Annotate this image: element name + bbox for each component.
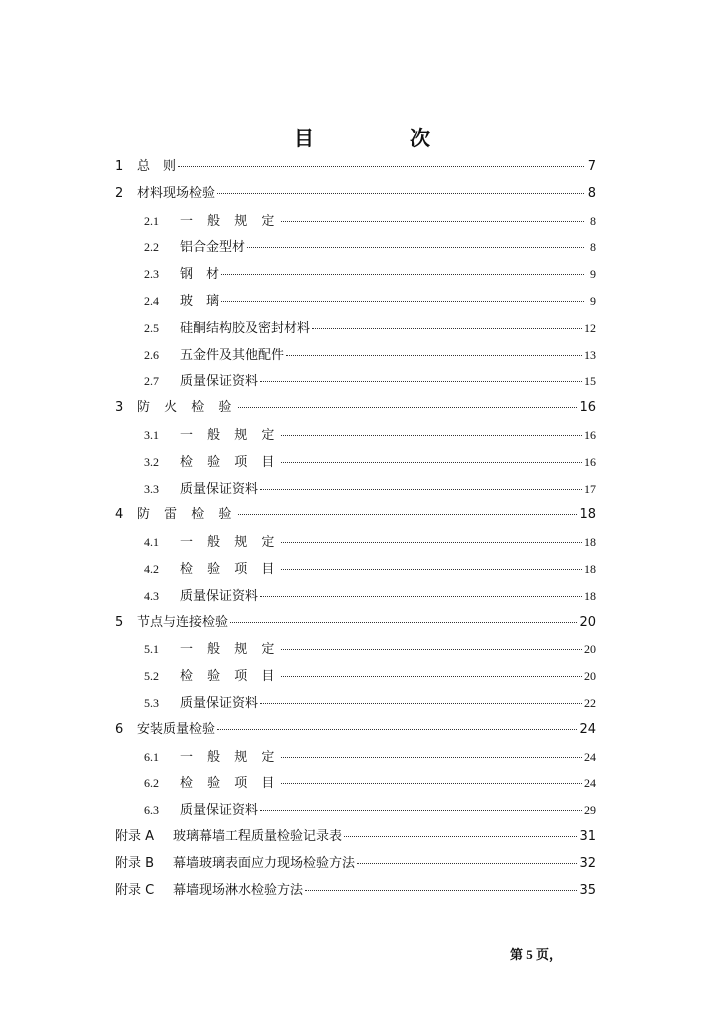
- toc-entry-title: 幕墙玻璃表面应力现场检验方法: [173, 855, 356, 871]
- toc-entry-number: 2: [115, 185, 124, 201]
- toc-entry[interactable]: [144, 559, 596, 579]
- toc-entry[interactable]: [144, 747, 596, 767]
- toc-dot-leader: [260, 381, 582, 382]
- toc-entry-page: 17: [584, 481, 596, 496]
- toc-entry-number: 3.1: [144, 428, 159, 442]
- toc-entry-page: 20: [584, 642, 596, 657]
- toc-entry-number: 4.1: [144, 535, 159, 550]
- toc-entry[interactable]: [115, 157, 596, 177]
- toc-entry-title: 一 般 规 定: [180, 642, 280, 658]
- toc-dot-leader: [238, 407, 577, 408]
- toc-dot-leader: [221, 301, 584, 302]
- toc-entry-title: 防 雷 检 验: [137, 507, 237, 523]
- toc-dot-leader: [260, 703, 582, 704]
- toc-dot-leader: [281, 569, 582, 570]
- toc-entry-number: 3: [115, 400, 124, 416]
- toc-entry-title: 质量保证资料: [180, 696, 259, 711]
- toc-entry[interactable]: [144, 639, 596, 659]
- toc-dot-leader: [281, 462, 582, 463]
- toc-entry-page: 18: [584, 562, 596, 576]
- toc-dot-leader: [281, 757, 582, 758]
- toc-entry-number: 6: [115, 721, 124, 737]
- toc-entry[interactable]: [144, 532, 596, 552]
- toc-entry-page: 9: [590, 294, 596, 308]
- toc-entry-page: 7: [587, 159, 596, 174]
- toc-entry-title: 质量保证资料: [180, 374, 259, 390]
- toc-dot-leader: [178, 166, 584, 167]
- toc-entry-number: 5.3: [144, 696, 159, 710]
- toc-entry[interactable]: [144, 211, 596, 231]
- toc-dot-leader: [344, 836, 577, 837]
- toc-entry[interactable]: [115, 827, 596, 847]
- toc-entry[interactable]: [115, 720, 596, 740]
- toc-entry-number: 4.3: [144, 588, 159, 603]
- toc-entry[interactable]: [115, 398, 596, 418]
- toc-entry[interactable]: [115, 184, 596, 204]
- toc-entry-title: 检 验 项 目: [180, 776, 280, 792]
- toc-entry-page: 13: [584, 347, 596, 362]
- toc-entry-page: 16: [584, 428, 596, 442]
- toc-entry[interactable]: [144, 693, 596, 713]
- toc-entry-title: 一 般 规 定: [180, 213, 280, 229]
- toc-entry[interactable]: [144, 586, 596, 606]
- toc-entry-page: 8: [587, 185, 596, 201]
- toc-entry-page: 18: [584, 535, 596, 550]
- page-title: 目 次: [294, 126, 468, 150]
- toc-entry-title: 总 则: [137, 159, 177, 174]
- toc-entry-page: 18: [579, 507, 596, 523]
- toc-entry[interactable]: [115, 881, 596, 901]
- toc-dot-leader: [281, 649, 582, 650]
- toc-entry[interactable]: [115, 613, 596, 633]
- toc-entry[interactable]: [144, 479, 596, 499]
- toc-entry[interactable]: [144, 452, 596, 472]
- toc-entry[interactable]: [144, 237, 596, 257]
- toc-entry-number: 2.1: [144, 213, 159, 228]
- toc-entry-title: 材料现场检验: [137, 185, 216, 201]
- toc-entry-number: 2.3: [144, 267, 159, 282]
- toc-entry[interactable]: [144, 318, 596, 338]
- toc-entry-page: 24: [584, 749, 596, 764]
- toc-entry[interactable]: [144, 371, 596, 391]
- toc-entry-page: 9: [590, 267, 596, 282]
- toc-dot-leader: [281, 435, 582, 436]
- toc-entry-page: 20: [579, 614, 596, 630]
- toc-entry-page: 16: [584, 454, 596, 469]
- toc-entry-title: 安装质量检验: [137, 721, 216, 737]
- toc-entry-number: 2.4: [144, 294, 159, 308]
- toc-entry-page: 24: [584, 776, 596, 791]
- toc-entry-number: 4: [115, 507, 124, 523]
- toc-entry-number: 2.2: [144, 240, 159, 255]
- toc-entry[interactable]: [144, 291, 596, 311]
- toc-entry-number: 2.5: [144, 320, 159, 335]
- toc-entry-number: 附录 C: [115, 882, 155, 898]
- toc-entry-title: 检 验 项 目: [180, 669, 280, 685]
- toc-dot-leader: [238, 514, 577, 515]
- toc-entry[interactable]: [144, 264, 596, 284]
- toc-entry-number: 6.2: [144, 776, 159, 791]
- toc-entry[interactable]: [144, 425, 596, 445]
- toc-entry-title: 幕墙现场淋水检验方法: [173, 882, 304, 898]
- toc-entry[interactable]: [144, 800, 596, 820]
- toc-entry-page: 24: [579, 721, 596, 737]
- toc-entry-number: 6.3: [144, 803, 159, 818]
- toc-entry-title: 检 验 项 目: [180, 454, 280, 470]
- toc-entry-number: 附录 B: [115, 855, 155, 871]
- toc-entry-number: 6.1: [144, 749, 159, 764]
- toc-dot-leader: [217, 729, 577, 730]
- toc-entry-title: 五金件及其他配件: [180, 347, 285, 363]
- toc-dot-leader: [312, 328, 582, 329]
- toc-entry-number: 5.2: [144, 669, 159, 684]
- toc-dot-leader: [357, 863, 577, 864]
- toc-entry-title: 铝合金型材: [180, 240, 246, 256]
- toc-entry-title: 玻璃幕墙工程质量检验记录表: [173, 829, 343, 844]
- toc-entry-page: 8: [590, 240, 596, 255]
- toc-dot-leader: [260, 596, 582, 597]
- toc-entry-number: 5: [115, 614, 124, 630]
- toc-entry-number: 5.1: [144, 642, 159, 657]
- toc-dot-leader: [305, 890, 577, 891]
- toc-entry-page: 8: [590, 213, 596, 228]
- toc-entry-number: 2.6: [144, 347, 159, 362]
- toc-entry[interactable]: [115, 854, 596, 874]
- toc-dot-leader: [217, 193, 584, 194]
- toc-dot-leader: [260, 489, 582, 490]
- toc-entry-page: 29: [584, 803, 596, 818]
- toc-entry-number: 3.3: [144, 481, 159, 496]
- toc-entry-number: 2.7: [144, 374, 159, 389]
- toc-dot-leader: [281, 676, 582, 677]
- toc-dot-leader: [221, 274, 584, 275]
- toc-entry-title: 节点与连接检验: [137, 614, 229, 630]
- toc-entry-page: 20: [584, 669, 596, 684]
- toc-entry[interactable]: [115, 505, 596, 525]
- toc-entry-page: 18: [584, 588, 596, 603]
- toc-entry-title: 防 火 检 验: [137, 400, 237, 416]
- page-number-footer: 第 5 页，: [510, 947, 563, 962]
- toc-entry-page: 35: [579, 882, 596, 898]
- toc-entry-number: 附录 A: [115, 829, 155, 844]
- toc-entry-title: 钢 材: [180, 267, 220, 283]
- toc-dot-leader: [230, 622, 577, 623]
- toc-entry-page: 12: [584, 320, 596, 335]
- toc-entry-page: 31: [579, 829, 596, 844]
- toc-entry-title: 一 般 规 定: [180, 428, 280, 443]
- toc-entry-page: 32: [579, 855, 596, 871]
- toc-entry-page: 15: [584, 374, 596, 389]
- toc-entry-title: 质量保证资料: [180, 803, 259, 819]
- toc-dot-leader: [281, 221, 584, 222]
- toc-dot-leader: [286, 355, 582, 356]
- toc-entry-number: 1: [115, 159, 124, 174]
- toc-entry-number: 3.2: [144, 454, 159, 469]
- toc-dot-leader: [281, 542, 582, 543]
- toc-entry-title: 玻 璃: [180, 294, 220, 309]
- toc-entry-number: 4.2: [144, 562, 159, 576]
- toc-entry[interactable]: [144, 345, 596, 365]
- toc-dot-leader: [260, 810, 582, 811]
- toc-entry[interactable]: [144, 773, 596, 793]
- toc-entry-title: 质量保证资料: [180, 481, 259, 497]
- toc-entry-title: 硅酮结构胶及密封材料: [180, 320, 311, 336]
- toc-entry-title: 质量保证资料: [180, 588, 259, 604]
- toc-entry-title: 一 般 规 定: [180, 535, 280, 551]
- toc-entry[interactable]: [144, 666, 596, 686]
- toc-entry-title: 一 般 规 定: [180, 749, 280, 765]
- toc-entry-page: 22: [584, 696, 596, 710]
- toc-dot-leader: [247, 247, 584, 248]
- toc-dot-leader: [281, 783, 582, 784]
- toc-entry-page: 16: [579, 400, 596, 416]
- toc-entry-title: 检 验 项 目: [180, 562, 280, 577]
